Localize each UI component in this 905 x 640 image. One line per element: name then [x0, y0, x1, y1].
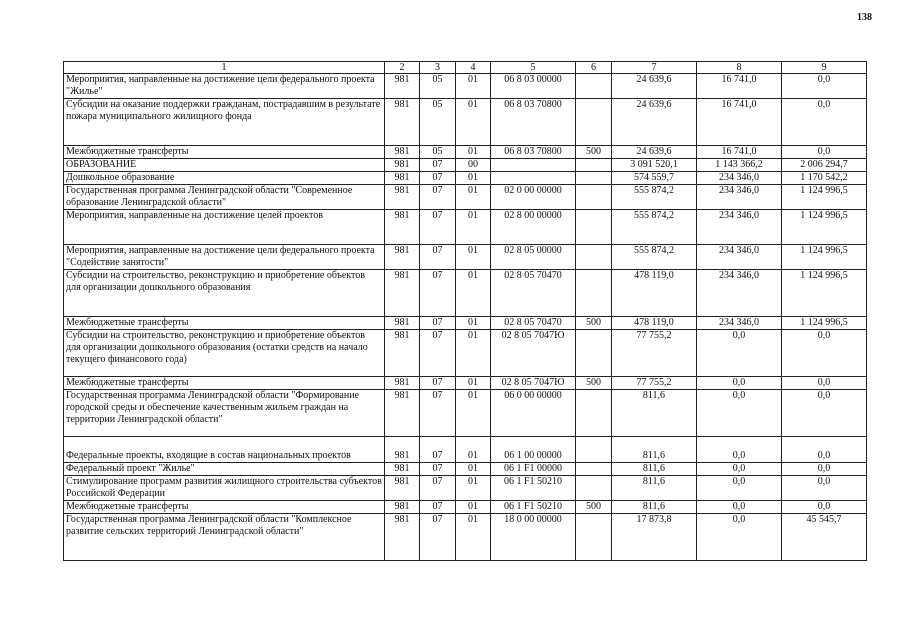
table-row	[64, 159, 867, 172]
amount-col7-cell: 478 119,0	[612, 270, 697, 317]
expense-type-code-cell	[576, 390, 612, 437]
subsection-code-cell: 01	[456, 390, 491, 437]
amount-col9-cell: 1 124 996,5	[782, 270, 867, 317]
amount-col9-cell: 0,0	[782, 146, 867, 159]
amount-col7-cell: 811,6	[612, 390, 697, 437]
column-header: 3	[420, 62, 456, 74]
amount-col8-cell: 0,0	[697, 390, 782, 437]
section-code-cell: 07	[420, 330, 456, 377]
expense-type-code-cell	[576, 330, 612, 377]
column-header: 1	[64, 62, 385, 74]
expense-type-code-cell: 500	[576, 377, 612, 390]
column-header: 9	[782, 62, 867, 74]
amount-col7-cell: 3 091 520,1	[612, 159, 697, 172]
expense-type-code-cell	[576, 463, 612, 476]
target-code-cell: 06 1 00 00000	[491, 437, 576, 463]
section-code-cell: 07	[420, 317, 456, 330]
amount-col9-cell: 0,0	[782, 74, 867, 99]
row-name-cell: Дошкольное образование	[64, 172, 385, 185]
amount-col8-cell: 0,0	[697, 501, 782, 514]
row-name-cell: Межбюджетные трансферты	[64, 317, 385, 330]
column-header: 5	[491, 62, 576, 74]
section-code-cell: 05	[420, 146, 456, 159]
amount-col7-cell: 24 639,6	[612, 146, 697, 159]
amount-col9-cell: 1 170 542,2	[782, 172, 867, 185]
target-code-cell: 02 8 05 70470	[491, 270, 576, 317]
rzpr-code-cell: 981	[385, 172, 420, 185]
expense-type-code-cell	[576, 172, 612, 185]
amount-col7-cell: 574 559,7	[612, 172, 697, 185]
table-row	[64, 377, 867, 390]
table-row	[64, 330, 867, 377]
target-code-cell: 06 1 F1 50210	[491, 501, 576, 514]
subsection-code-cell: 01	[456, 172, 491, 185]
rzpr-code-cell: 981	[385, 501, 420, 514]
target-code-cell: 02 8 05 00000	[491, 245, 576, 270]
row-name-cell: Субсидии на строительство, реконструкцию и приобретение объектов для организации дошкольного образования	[64, 270, 385, 317]
amount-col8-cell: 0,0	[697, 463, 782, 476]
amount-col7-cell: 77 755,2	[612, 377, 697, 390]
amount-col9-cell: 1 124 996,5	[782, 210, 867, 245]
row-name-cell: Мероприятия, направленные на достижение цели федерального проекта "Жилье"	[64, 74, 385, 99]
target-code-cell: 02 8 05 70470	[491, 317, 576, 330]
rzpr-code-cell: 981	[385, 377, 420, 390]
rzpr-code-cell: 981	[385, 390, 420, 437]
amount-col8-cell: 234 346,0	[697, 185, 782, 210]
table-row	[64, 146, 867, 159]
table-row	[64, 74, 867, 99]
amount-col8-cell: 234 346,0	[697, 270, 782, 317]
expense-type-code-cell	[576, 245, 612, 270]
subsection-code-cell: 01	[456, 437, 491, 463]
row-name-cell: Межбюджетные трансферты	[64, 146, 385, 159]
column-header: 4	[456, 62, 491, 74]
section-code-cell: 05	[420, 74, 456, 99]
subsection-code-cell: 01	[456, 210, 491, 245]
amount-col9-cell: 0,0	[782, 437, 867, 463]
amount-col9-cell: 0,0	[782, 99, 867, 146]
amount-col8-cell: 16 741,0	[697, 74, 782, 99]
table-row	[64, 210, 867, 245]
row-name-cell: Стимулирование программ развития жилищного строительства субъектов Российской Федерации	[64, 476, 385, 501]
amount-col9-cell: 0,0	[782, 377, 867, 390]
expense-type-code-cell	[576, 74, 612, 99]
target-code-cell: 06 1 F1 00000	[491, 463, 576, 476]
rzpr-code-cell: 981	[385, 74, 420, 99]
target-code-cell	[491, 159, 576, 172]
amount-col9-cell: 0,0	[782, 501, 867, 514]
table-row	[64, 185, 867, 210]
rzpr-code-cell: 981	[385, 99, 420, 146]
target-code-cell: 02 8 05 7047Ю	[491, 330, 576, 377]
column-header: 8	[697, 62, 782, 74]
row-name-cell: Межбюджетные трансферты	[64, 501, 385, 514]
expense-type-code-cell: 500	[576, 146, 612, 159]
subsection-code-cell: 01	[456, 463, 491, 476]
amount-col9-cell: 0,0	[782, 390, 867, 437]
row-name-cell: Федеральные проекты, входящие в состав национальных проектов	[64, 437, 385, 463]
section-code-cell: 07	[420, 501, 456, 514]
row-name-cell: ОБРАЗОВАНИЕ	[64, 159, 385, 172]
section-code-cell: 07	[420, 245, 456, 270]
rzpr-code-cell: 981	[385, 514, 420, 561]
subsection-code-cell: 01	[456, 99, 491, 146]
amount-col7-cell: 77 755,2	[612, 330, 697, 377]
column-header: 7	[612, 62, 697, 74]
amount-col9-cell: 1 124 996,5	[782, 317, 867, 330]
section-code-cell: 07	[420, 159, 456, 172]
subsection-code-cell: 01	[456, 330, 491, 377]
rzpr-code-cell: 981	[385, 185, 420, 210]
row-name-cell: Государственная программа Ленинградской области "Формирование городской среды и обеспечение качественным жильем граждан на территории Ленинградской области"	[64, 390, 385, 437]
row-name-cell: Субсидии на строительство, реконструкцию и приобретение объектов для организации дошкольного образования (остатки средств на начало текущего финансового года)	[64, 330, 385, 377]
amount-col7-cell: 811,6	[612, 463, 697, 476]
target-code-cell: 18 0 00 00000	[491, 514, 576, 561]
expense-type-code-cell	[576, 437, 612, 463]
section-code-cell: 07	[420, 172, 456, 185]
rzpr-code-cell: 981	[385, 476, 420, 501]
row-name-cell: Федеральный проект "Жилье"	[64, 463, 385, 476]
table-row	[64, 463, 867, 476]
table-row	[64, 172, 867, 185]
table-row	[64, 245, 867, 270]
amount-col9-cell: 0,0	[782, 330, 867, 377]
expense-type-code-cell: 500	[576, 317, 612, 330]
target-code-cell: 06 8 03 70800	[491, 99, 576, 146]
subsection-code-cell: 01	[456, 501, 491, 514]
row-name-cell: Субсидии на оказание поддержки гражданам, пострадавшим в результате пожара муниципального жилищного фонда	[64, 99, 385, 146]
page-number: 138	[857, 12, 872, 23]
subsection-code-cell: 01	[456, 476, 491, 501]
subsection-code-cell: 01	[456, 146, 491, 159]
row-name-cell: Государственная программа Ленинградской области "Современное образование Ленинградской области"	[64, 185, 385, 210]
rzpr-code-cell: 981	[385, 463, 420, 476]
table-row	[64, 476, 867, 501]
target-code-cell: 02 8 00 00000	[491, 210, 576, 245]
subsection-code-cell: 01	[456, 317, 491, 330]
expense-type-code-cell	[576, 159, 612, 172]
amount-col9-cell: 1 124 996,5	[782, 245, 867, 270]
rzpr-code-cell: 981	[385, 210, 420, 245]
amount-col9-cell: 0,0	[782, 463, 867, 476]
target-code-cell: 06 0 00 00000	[491, 390, 576, 437]
amount-col8-cell: 0,0	[697, 330, 782, 377]
header-row	[64, 62, 867, 74]
amount-col9-cell: 2 006 294,7	[782, 159, 867, 172]
section-code-cell: 07	[420, 476, 456, 501]
section-code-cell: 07	[420, 437, 456, 463]
amount-col8-cell: 0,0	[697, 437, 782, 463]
column-header: 2	[385, 62, 420, 74]
target-code-cell: 06 8 03 70800	[491, 146, 576, 159]
section-code-cell: 07	[420, 390, 456, 437]
amount-col8-cell: 16 741,0	[697, 146, 782, 159]
amount-col7-cell: 24 639,6	[612, 99, 697, 146]
expense-type-code-cell	[576, 476, 612, 501]
amount-col8-cell: 0,0	[697, 377, 782, 390]
target-code-cell: 02 0 00 00000	[491, 185, 576, 210]
expense-type-code-cell	[576, 99, 612, 146]
row-name-cell: Мероприятия, направленные на достижение цели федерального проекта "Содействие занятости"	[64, 245, 385, 270]
expense-type-code-cell	[576, 210, 612, 245]
amount-col9-cell: 0,0	[782, 476, 867, 501]
row-name-cell: Государственная программа Ленинградской области "Комплексное развитие сельских территорий Ленинградской области"	[64, 514, 385, 561]
section-code-cell: 07	[420, 185, 456, 210]
section-code-cell: 07	[420, 463, 456, 476]
target-code-cell: 06 1 F1 50210	[491, 476, 576, 501]
target-code-cell: 06 8 03 00000	[491, 74, 576, 99]
amount-col8-cell: 1 143 366,2	[697, 159, 782, 172]
table-row	[64, 317, 867, 330]
row-name-cell: Межбюджетные трансферты	[64, 377, 385, 390]
budget-table	[63, 61, 867, 561]
target-code-cell	[491, 172, 576, 185]
amount-col8-cell: 234 346,0	[697, 317, 782, 330]
section-code-cell: 07	[420, 210, 456, 245]
section-code-cell: 05	[420, 99, 456, 146]
amount-col9-cell: 45 545,7	[782, 514, 867, 561]
rzpr-code-cell: 981	[385, 270, 420, 317]
amount-col7-cell: 555 874,2	[612, 245, 697, 270]
rzpr-code-cell: 981	[385, 330, 420, 377]
amount-col8-cell: 234 346,0	[697, 172, 782, 185]
amount-col7-cell: 811,6	[612, 476, 697, 501]
amount-col8-cell: 234 346,0	[697, 245, 782, 270]
section-code-cell: 07	[420, 377, 456, 390]
rzpr-code-cell: 981	[385, 245, 420, 270]
table-row	[64, 437, 867, 463]
amount-col8-cell: 234 346,0	[697, 210, 782, 245]
subsection-code-cell: 01	[456, 74, 491, 99]
amount-col8-cell: 0,0	[697, 514, 782, 561]
subsection-code-cell: 01	[456, 514, 491, 561]
amount-col7-cell: 24 639,6	[612, 74, 697, 99]
table-row	[64, 270, 867, 317]
table-row	[64, 99, 867, 146]
row-name-cell: Мероприятия, направленные на достижение целей проектов	[64, 210, 385, 245]
amount-col7-cell: 17 873,8	[612, 514, 697, 561]
rzpr-code-cell: 981	[385, 437, 420, 463]
amount-col7-cell: 811,6	[612, 437, 697, 463]
rzpr-code-cell: 981	[385, 146, 420, 159]
amount-col8-cell: 0,0	[697, 476, 782, 501]
section-code-cell: 07	[420, 270, 456, 317]
section-code-cell: 07	[420, 514, 456, 561]
column-header: 6	[576, 62, 612, 74]
subsection-code-cell: 01	[456, 270, 491, 317]
target-code-cell: 02 8 05 7047Ю	[491, 377, 576, 390]
expense-type-code-cell	[576, 185, 612, 210]
expense-type-code-cell: 500	[576, 501, 612, 514]
table-row	[64, 390, 867, 437]
amount-col7-cell: 811,6	[612, 501, 697, 514]
amount-col7-cell: 555 874,2	[612, 210, 697, 245]
amount-col7-cell: 478 119,0	[612, 317, 697, 330]
amount-col7-cell: 555 874,2	[612, 185, 697, 210]
rzpr-code-cell: 981	[385, 159, 420, 172]
amount-col8-cell: 16 741,0	[697, 99, 782, 146]
amount-col9-cell: 1 124 996,5	[782, 185, 867, 210]
expense-type-code-cell	[576, 514, 612, 561]
subsection-code-cell: 01	[456, 245, 491, 270]
expense-type-code-cell	[576, 270, 612, 317]
table-row	[64, 514, 867, 561]
subsection-code-cell: 01	[456, 377, 491, 390]
table-row	[64, 501, 867, 514]
rzpr-code-cell: 981	[385, 317, 420, 330]
subsection-code-cell: 01	[456, 185, 491, 210]
subsection-code-cell: 00	[456, 159, 491, 172]
